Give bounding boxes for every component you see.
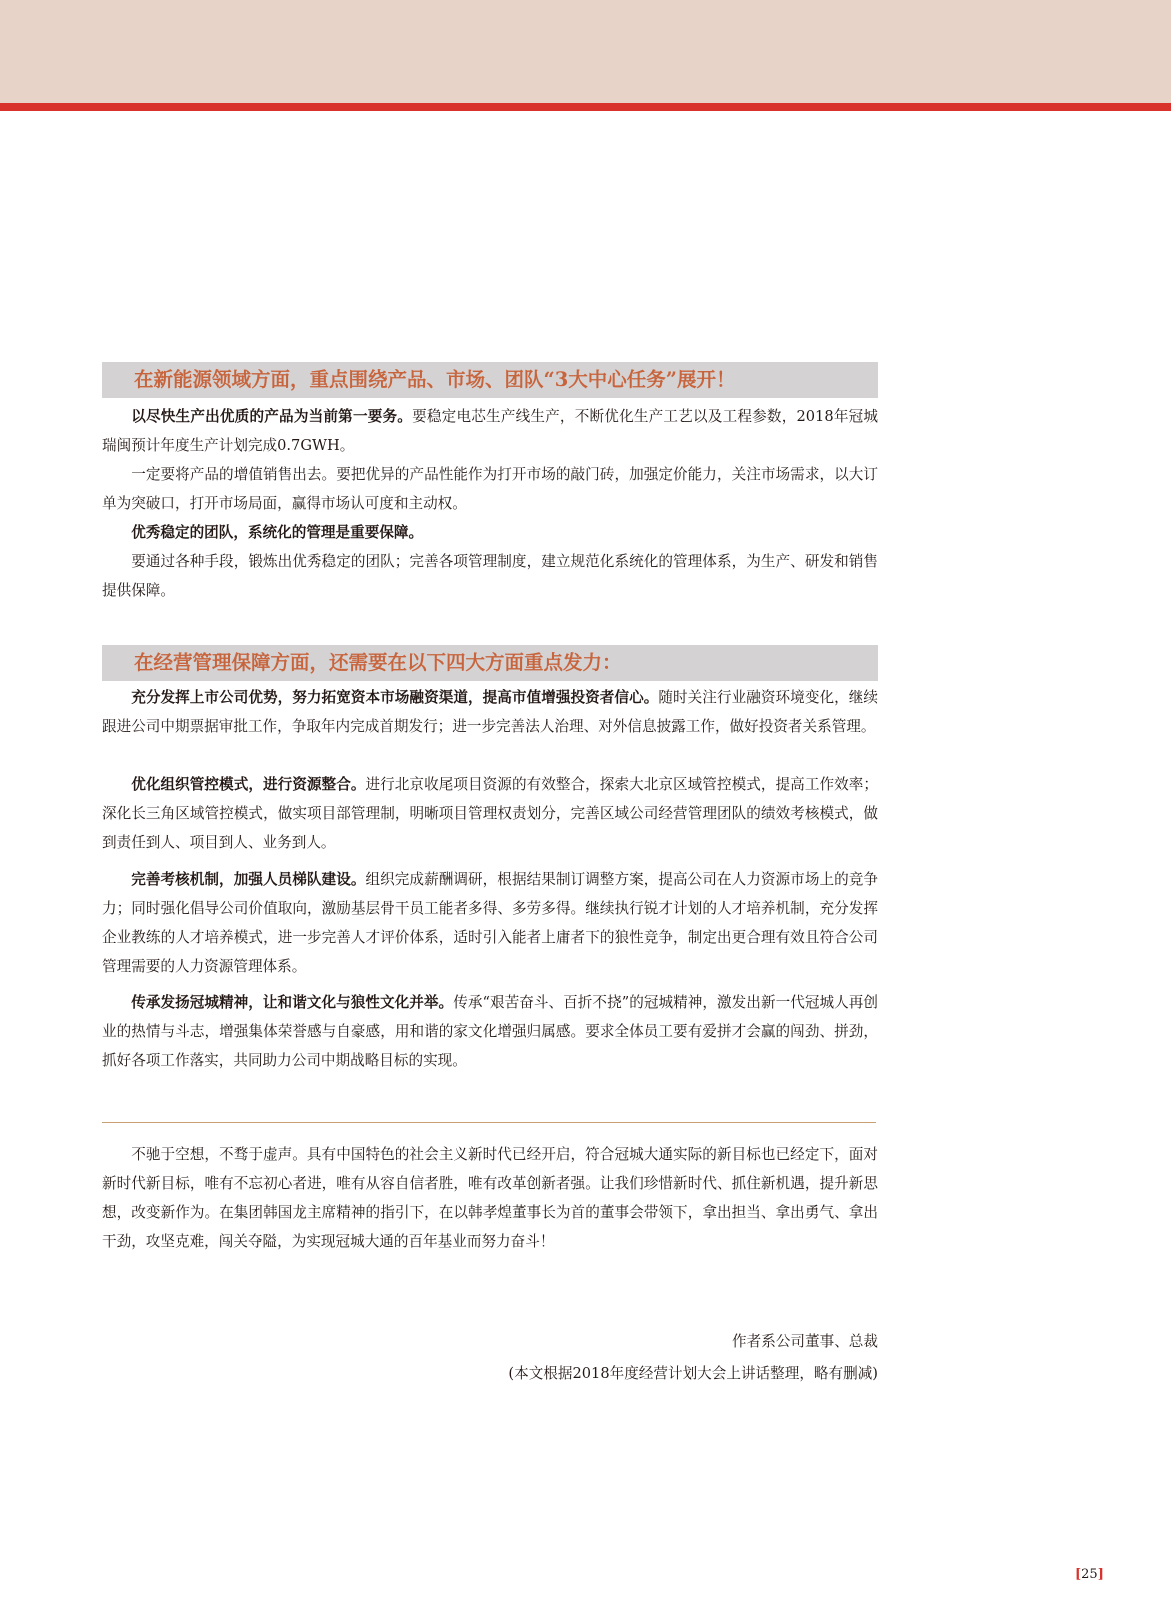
paragraph-product-priority <box>102 402 878 460</box>
paragraph-body: 组织完成薪酬调研，根据结果制订调整方案，提高公司在人力资源市场上的竞争力；同时强化倡导公司价值取向，激励基层骨干员工能者多得、多劳多得。继续执行锐才计划的人才培养机制，充分发挥企业教练的人才培养模式，进一步完善人才评价体系，适时引入能者上庸者下的狼性竞争，制定出更合理有效且符合公司管理需要的人力资源管理体系。 <box>102 871 878 975</box>
paragraph-culture <box>102 988 878 1075</box>
section-heading-management: 在经营管理保障方面，还需要在以下四大方面重点发力： <box>102 645 878 681</box>
header-accent-rule <box>0 103 1171 111</box>
page-bracket-open: [ <box>1075 1567 1082 1582</box>
paragraph-team-building <box>102 547 878 605</box>
paragraph-capital-market <box>102 683 878 741</box>
paragraph-body: 要稳定电芯生产线生产，不断优化生产工艺以及工程参数，2018年冠城瑞闽预计年度生产计划完成0.7GWH。 <box>102 408 878 454</box>
section-divider <box>102 1122 876 1123</box>
paragraph-body: 进行北京收尾项目资源的有效整合，探索大北京区域管控模式，提高工作效率；深化长三角区域管控模式，做实项目部管理制，明晰项目管理权责划分，完善区域公司经营管理团队的绩效考核模式，做到责任到人、项目到人、业务到人。 <box>102 776 878 851</box>
paragraph-body: 要通过各种手段，锻炼出优秀稳定的团队；完善各项管理制度，建立规范化系统化的管理体系，为生产、研发和销售提供保障。 <box>102 553 878 599</box>
paragraph-organization <box>102 770 878 857</box>
paragraph-body: 一定要将产品的增值销售出去。要把优异的产品性能作为打开市场的敲门砖，加强定价能力，关注市场需求，以大订单为突破口，打开市场局面，赢得市场认可度和主动权。 <box>102 466 878 512</box>
paragraph-sales <box>102 460 878 518</box>
author-line: 作者系公司董事、总裁 <box>732 1333 878 1350</box>
paragraph-body: 传承“艰苦奋斗、百折不挠”的冠城精神，激发出新一代冠城人再创业的热情与斗志，增强集体荣誉感与自豪感，用和谐的家文化增强归属感。要求全体员工要有爱拼才会赢的闯劲、拼劲，抓好各项工作落实，共同助力公司中期战略目标的实现。 <box>102 994 878 1069</box>
paragraph-lead: 传承发扬冠城精神，让和谐文化与狼性文化并举。 <box>131 994 454 1011</box>
paragraph-lead: 完善考核机制，加强人员梯队建设。 <box>131 871 366 888</box>
header-band <box>0 0 1171 103</box>
source-note: (本文根据2018年度经营计划大会上讲话整理，略有删减) <box>508 1365 878 1382</box>
paragraph-body: 不驰于空想，不骛于虚声。具有中国特色的社会主义新时代已经开启，符合冠城大通实际的新目标也已经定下，面对新时代新目标，唯有不忘初心者进，唯有从容自信者胜，唯有改革创新者强。让我们珍惜新时代、抓住新机遇，提升新思想，改变新作为。在集团韩国龙主席精神的指引下，在以韩孝煌董事长为首的董事会带领下，拿出担当、拿出勇气、拿出干劲，攻坚克难，闯关夺隘，为实现冠城大通的百年基业而努力奋斗！ <box>102 1146 878 1250</box>
paragraph-body: 随时关注行业融资环境变化，继续跟进公司中期票据审批工作，争取年内完成首期发行；进一步完善法人治理、对外信息披露工作，做好投资者关系管理。 <box>102 689 878 735</box>
paragraph-team-guarantee <box>102 518 878 547</box>
page-number <box>1075 1567 1104 1582</box>
section-heading-new-energy: 在新能源领域方面，重点围绕产品、市场、团队“3大中心任务”展开！ <box>102 362 878 398</box>
paragraph-lead: 以尽快生产出优质的产品为当前第一要务。 <box>131 408 413 425</box>
page-number-value: 25 <box>1081 1567 1098 1582</box>
paragraph-assessment <box>102 865 878 981</box>
paragraph-lead: 优秀稳定的团队，系统化的管理是重要保障。 <box>131 524 424 541</box>
paragraph-lead: 优化组织管控模式，进行资源整合。 <box>131 776 366 793</box>
paragraph-lead: 充分发挥上市公司优势，努力拓宽资本市场融资渠道，提高市值增强投资者信心。 <box>131 689 659 706</box>
paragraph-closing <box>102 1140 878 1256</box>
page-bracket-close: ] <box>1097 1567 1104 1582</box>
